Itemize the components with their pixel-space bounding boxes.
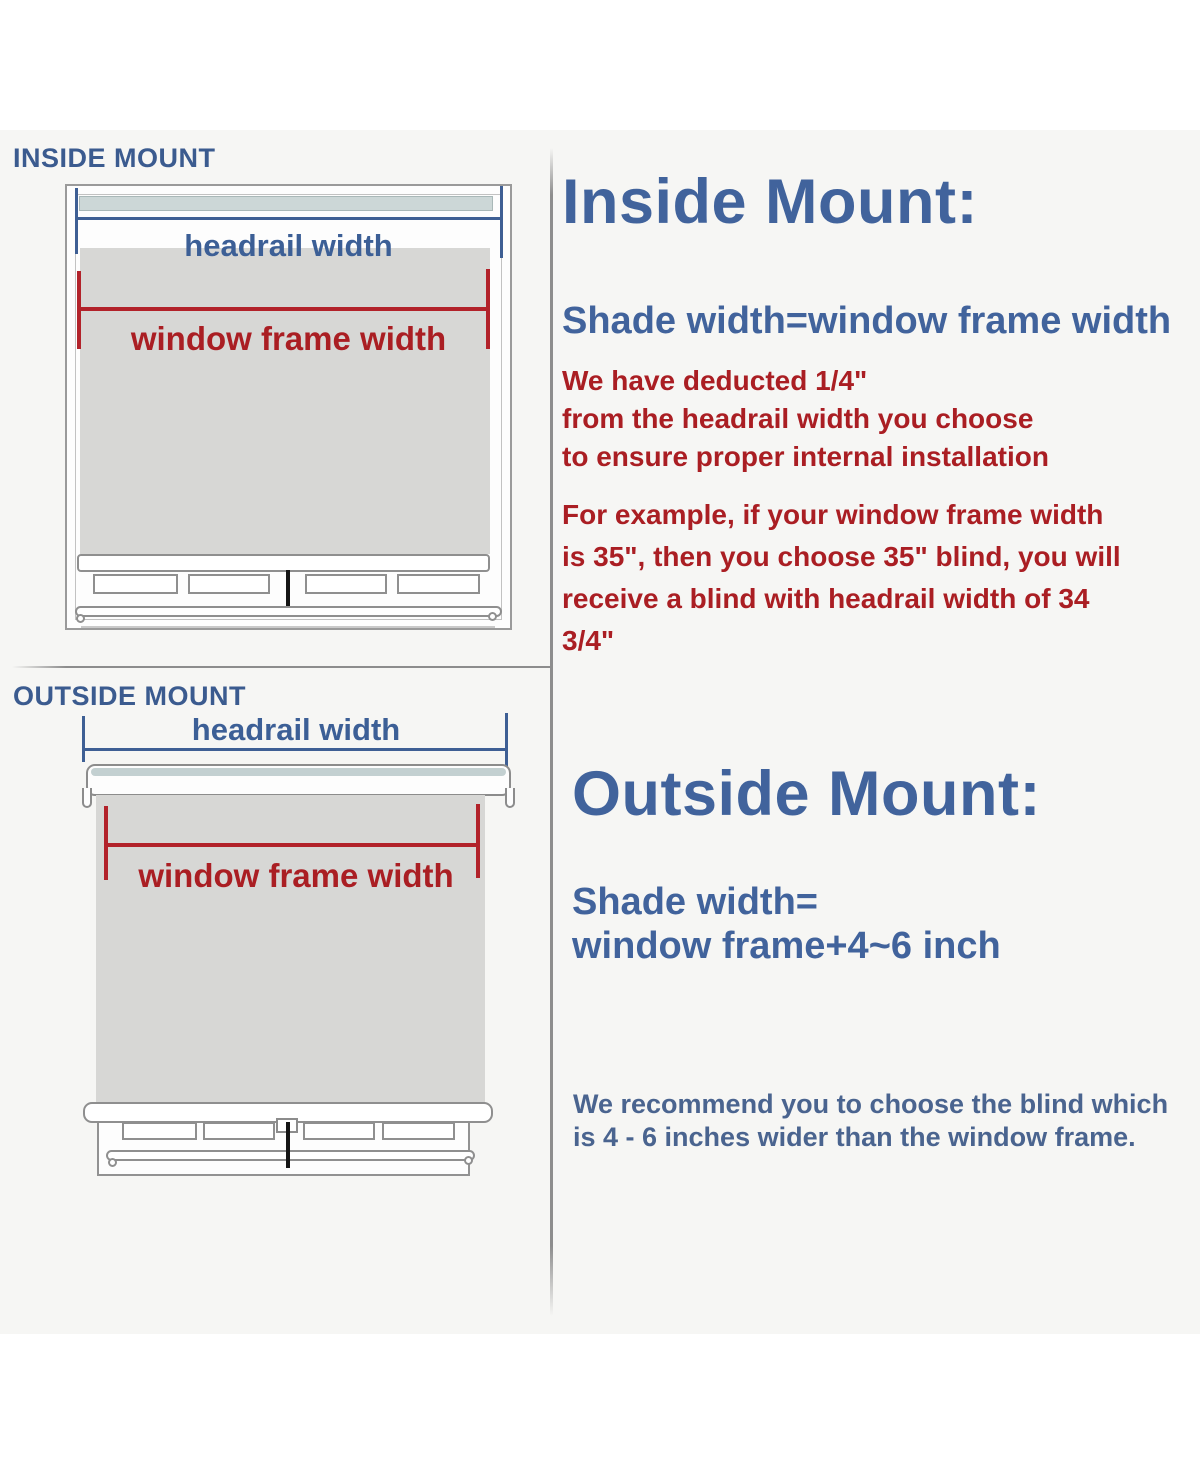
window-pane — [93, 574, 178, 594]
recommendation-note-line: is 4 - 6 inches wider than the window frame. — [573, 1122, 1136, 1152]
headrail-strip — [79, 196, 493, 211]
deduction-note-line: We have deducted 1/4" — [562, 365, 868, 396]
example-note-line: receive a blind with headrail width of 34 — [562, 583, 1090, 614]
headrail-measure-line — [75, 217, 503, 220]
sill-knob-left — [108, 1158, 117, 1167]
headrail-measure-tick-left — [82, 716, 85, 762]
outside-mount-formula-line: window frame+4~6 inch — [572, 925, 1001, 967]
sill-knob-right — [488, 612, 497, 621]
frame-measure-line — [77, 307, 490, 311]
outside-mount-formula-line: Shade width= — [572, 881, 818, 923]
vertical-divider — [550, 148, 553, 1316]
frame-measure-line — [104, 843, 480, 847]
window-pane — [203, 1122, 275, 1140]
recommendation-note-line: We recommend you to choose the blind which — [573, 1089, 1169, 1119]
window-frame-width-label: window frame width — [130, 320, 447, 357]
window-sill — [75, 606, 502, 617]
example-note-line: For example, if your window frame width — [562, 499, 1104, 530]
window-pane — [382, 1122, 455, 1140]
deduction-note-line: to ensure proper internal installation — [562, 441, 1049, 472]
outside-mount-formula — [572, 880, 1001, 968]
inside-mount-formula: Shade width=window frame width — [562, 300, 1172, 342]
mount-bracket-left — [82, 788, 92, 808]
window-frame-width-label: window frame width — [138, 857, 454, 894]
inside-mount-label: INSIDE MOUNT — [13, 143, 216, 173]
outside-mount-label: OUTSIDE MOUNT — [13, 681, 246, 711]
recommendation-note — [573, 1088, 1168, 1154]
headrail-bar — [86, 764, 511, 796]
inside-mount-title: Inside Mount: — [562, 167, 978, 237]
roller-shade — [96, 795, 485, 1104]
mount-bracket-right — [505, 788, 515, 808]
headrail-measure-line — [82, 748, 508, 751]
window-sill — [106, 1150, 475, 1161]
pull-cord — [286, 1122, 290, 1168]
example-note-line: 3/4" — [562, 625, 615, 656]
outside-mount-window-diagram — [78, 704, 514, 1186]
window-pane — [188, 574, 270, 594]
shade-bottom-bar — [77, 554, 490, 572]
example-note — [562, 494, 1121, 662]
outside-mount-title: Outside Mount: — [572, 759, 1041, 829]
inside-mount-window-diagram — [65, 184, 512, 630]
window-pane — [303, 1122, 375, 1140]
window-pane — [305, 574, 387, 594]
window-pane — [397, 574, 480, 594]
headrail-top-edge — [91, 768, 506, 776]
deduction-note-line: from the headrail width you choose — [562, 403, 1034, 434]
sill-shadow-line — [81, 626, 495, 628]
horizontal-divider — [12, 666, 550, 668]
sill-knob-right — [464, 1156, 473, 1165]
roller-shade — [80, 248, 490, 554]
headrail-width-label: headrail width — [184, 228, 393, 263]
sill-knob-left — [76, 614, 85, 623]
deduction-note — [562, 362, 1049, 476]
window-pane — [122, 1122, 197, 1140]
headrail-width-label: headrail width — [191, 712, 401, 747]
example-note-line: is 35", then you choose 35" blind, you will — [562, 541, 1121, 572]
